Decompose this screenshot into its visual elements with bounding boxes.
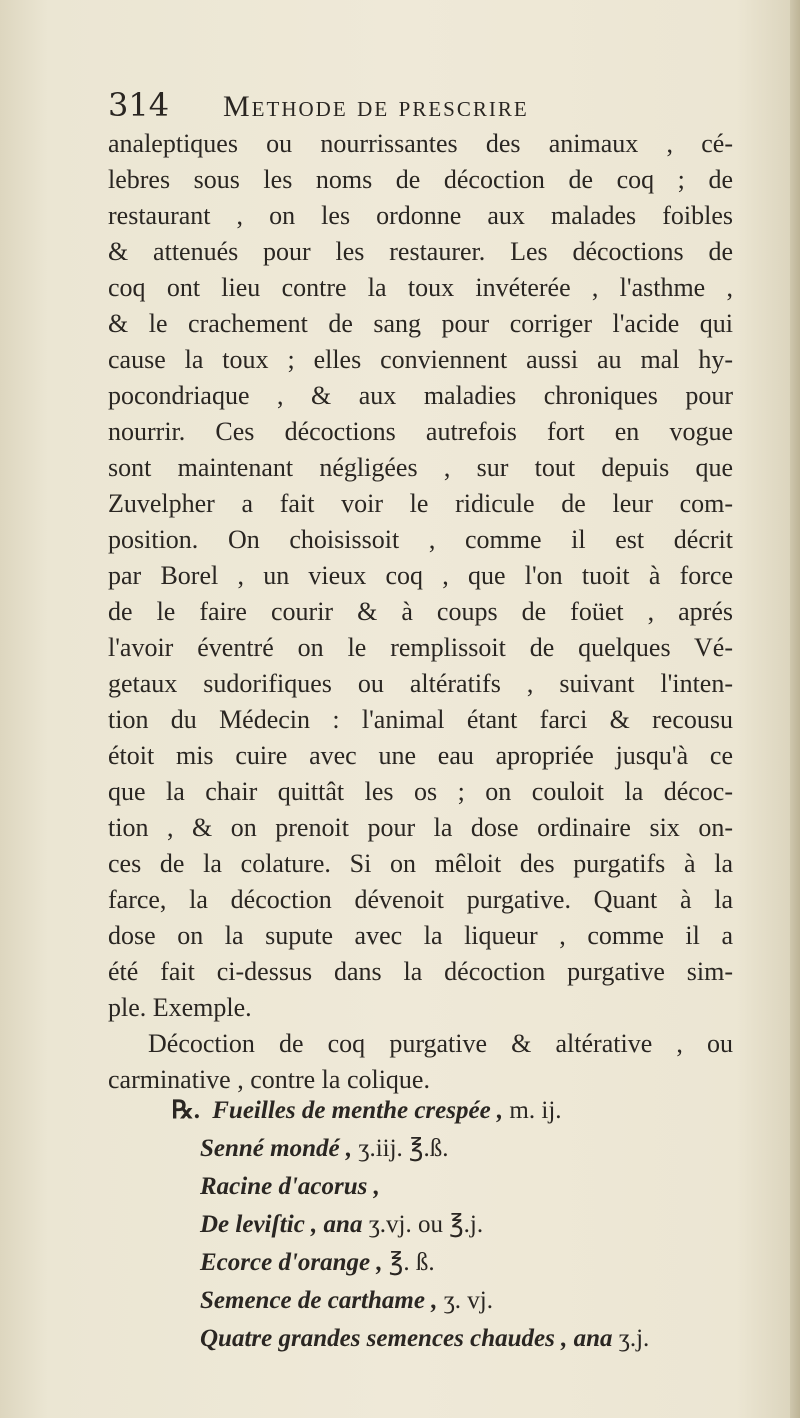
ingredient-name: Quatre grandes semences chaudes , ana xyxy=(200,1325,613,1352)
ingredient-name: Senné mondé , xyxy=(200,1135,353,1162)
recipe-item xyxy=(108,1206,758,1244)
text-line: position. On choisissoit , comme il est décrit xyxy=(108,525,733,554)
recipe-item xyxy=(108,1168,758,1206)
text-line: cause la toux ; elles conviennent aussi au mal hy- xyxy=(108,345,733,374)
ingredient-dose: m. ij. xyxy=(509,1097,562,1124)
recipe-list xyxy=(108,1092,758,1358)
ingredient-dose: ℥. ß. xyxy=(388,1249,435,1276)
recipe-item xyxy=(108,1244,758,1282)
text-line: farce, la décoction dévenoit purgative. Quant à la xyxy=(108,885,733,914)
recipe-item xyxy=(108,1130,758,1168)
ingredient-name: Fueilles de menthe crespée , xyxy=(212,1097,504,1124)
recipe-item xyxy=(108,1320,758,1358)
text-line: ces de la colature. Si on mêloit des purgatifs à la xyxy=(108,849,733,878)
body-text xyxy=(108,126,733,1098)
text-line: de le faire courir & à coups de foüet , aprés xyxy=(108,597,733,626)
text-line: lebres sous les noms de décoction de coq ; de xyxy=(108,165,733,194)
recipe-title-line: carminative , contre la colique. xyxy=(108,1065,430,1094)
text-line: par Borel , un vieux coq , que l'on tuoit à force xyxy=(108,561,733,590)
ingredient-dose: ʒ.iij. ℥.ß. xyxy=(358,1135,449,1162)
recipe-item xyxy=(108,1282,758,1320)
text-line: & attenués pour les restaurer. Les décoctions de xyxy=(108,237,733,266)
text-line: pocondriaque , & aux maladies chroniques pour xyxy=(108,381,733,410)
page-number: 314 xyxy=(108,86,170,124)
text-line: restaurant , on les ordonne aux malades foibles xyxy=(108,201,733,230)
text-line: l'avoir éventré on le remplissoit de quelques Vé- xyxy=(108,633,733,662)
ingredient-name: Semence de carthame , xyxy=(200,1287,438,1314)
ingredient-dose: ʒ.vj. ou ℥.j. xyxy=(368,1211,484,1238)
text-line: que la chair quittât les os ; on couloit la décoc- xyxy=(108,777,733,806)
recipe-symbol: ℞. xyxy=(171,1097,200,1124)
page-edge xyxy=(790,0,800,1418)
recipe-title-line: Décoction de coq purgative & altérative , ou xyxy=(148,1029,733,1058)
text-line: dose on la supute avec la liqueur , comme il a xyxy=(108,921,733,950)
text-line: coq ont lieu contre la toux invéterée , l'asthme , xyxy=(108,273,733,302)
text-line: ple. Exemple. xyxy=(108,993,252,1022)
ingredient-name: Ecorce d'orange , xyxy=(200,1249,383,1276)
text-line: tion , & on prenoit pour la dose ordinaire six on- xyxy=(108,813,733,842)
recipe-item xyxy=(108,1092,758,1130)
text-line: sont maintenant négligées , sur tout depuis que xyxy=(108,453,733,482)
text-line: tion du Médecin : l'animal étant farci & recousu xyxy=(108,705,733,734)
running-title: Methode de prescrire xyxy=(223,90,529,123)
text-line: getaux sudorifiques ou altératifs , suivant l'inten- xyxy=(108,669,733,698)
ingredient-name: Racine d'acorus , xyxy=(200,1173,380,1200)
ingredient-dose: ʒ.j. xyxy=(618,1325,650,1352)
ingredient-name: De leviſtic , ana xyxy=(200,1211,363,1238)
page-header xyxy=(108,86,748,126)
text-line: nourrir. Ces décoctions autrefois fort en vogue xyxy=(108,417,733,446)
text-line: & le crachement de sang pour corriger l'acide qui xyxy=(108,309,733,338)
text-line: été fait ci-dessus dans la décoction purgative sim- xyxy=(108,957,733,986)
ingredient-dose: ʒ. vj. xyxy=(443,1287,493,1314)
text-line: étoit mis cuire avec une eau apropriée jusqu'à ce xyxy=(108,741,733,770)
text-line: analeptiques ou nourrissantes des animaux , cé- xyxy=(108,129,733,158)
text-line: Zuvelpher a fait voir le ridicule de leur com- xyxy=(108,489,733,518)
